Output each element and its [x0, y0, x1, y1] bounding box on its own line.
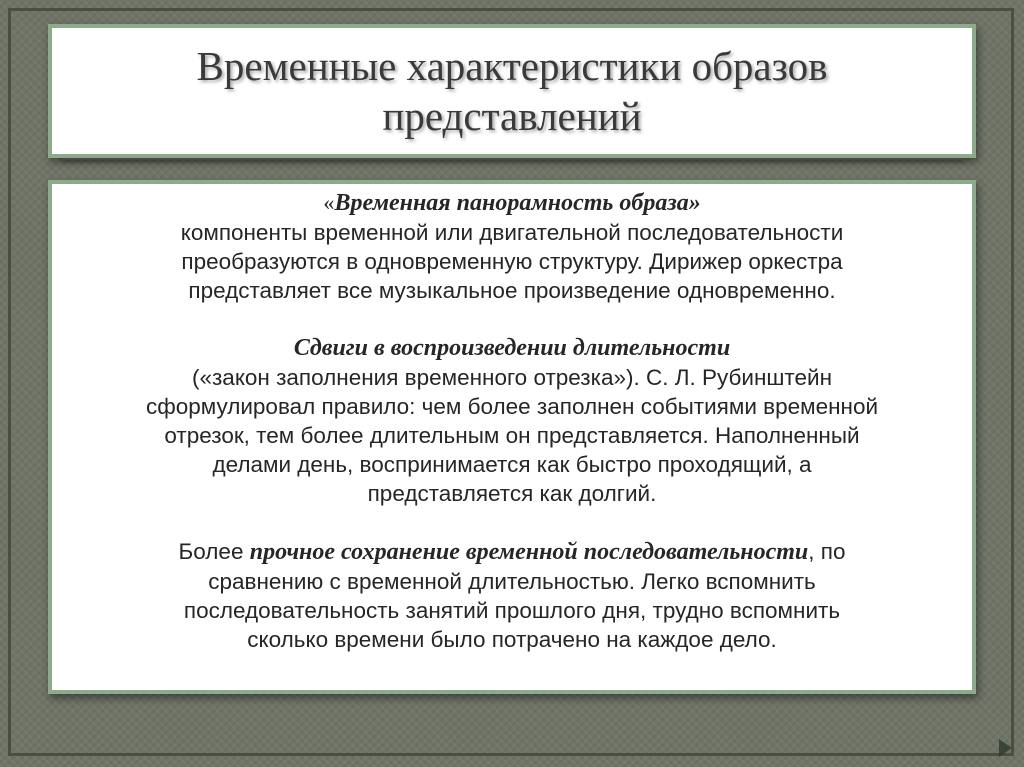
heading-sequence-retention: прочное сохранение временной последовательности [249, 539, 809, 565]
suffix-text: , по [808, 539, 846, 564]
paragraph-line: последовательность занятий прошлого дня, трудно вспомнить [183, 598, 841, 623]
paragraph-duration-shifts [92, 334, 932, 508]
paragraph-line: представляет все музыкальное произведение одновременно. [188, 278, 836, 303]
paragraph-line: представляется как долгий. [367, 481, 657, 506]
paragraph-line: преобразуются в одновременную структуру. Дирижер оркестра [181, 249, 843, 274]
slide-title: Временные характеристики образов представлений [196, 43, 828, 139]
prefix-text: Более [178, 539, 250, 564]
content-box [48, 180, 976, 694]
paragraph-line: сформулировал правило: чем более заполнен событиями временной [145, 394, 879, 419]
paragraph-heading-line [92, 537, 932, 567]
paragraph-heading-line [92, 188, 932, 218]
paragraph-sequence-retention [92, 537, 932, 654]
open-quote: « [323, 190, 335, 215]
paragraph-line: сравнению с временной длительностью. Легко вспомнить [208, 569, 816, 594]
title-box [48, 24, 976, 158]
heading-panoramic: Временная панорамность образа» [334, 190, 701, 216]
play-arrow-icon[interactable] [999, 739, 1012, 757]
paragraph-line: отрезок, тем более длительным он представляется. Наполненный [164, 423, 860, 448]
paragraph-line: делами день, воспринимается как быстро проходящий, а [212, 452, 812, 477]
title-underline [62, 158, 964, 160]
paragraph-line: («закон заполнения временного отрезка»). С. Л. Рубинштейн [191, 365, 832, 390]
heading-duration-shifts: Сдвиги в воспроизведении длительности [293, 335, 731, 361]
paragraph-line: компоненты временной или двигательной последовательности [180, 220, 844, 245]
paragraph-line: сколько времени было потрачено на каждое дело. [247, 627, 777, 652]
paragraph-panoramic [92, 188, 932, 305]
